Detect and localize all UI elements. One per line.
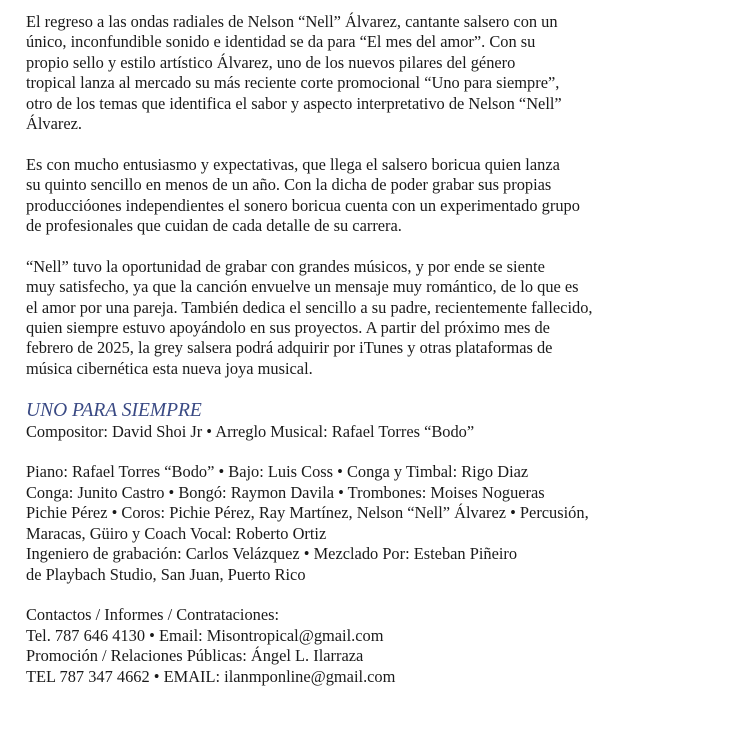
press-release-document <box>26 12 726 707</box>
song-title: UNO PARA SIEMPRE <box>26 399 202 421</box>
contact-line: Promoción / Relaciones Públicas: Ángel L. Ilarraza <box>26 646 364 666</box>
credit-line: Maracas, Güiro y Coach Vocal: Roberto Ortiz <box>26 523 327 543</box>
contact-heading: Contactos / Informes / Contrataciones: <box>26 605 280 625</box>
credit-line: Piano: Rafael Torres “Bodo” • Bajo: Luis Coss • Conga y Timbal: Rigo Diaz <box>26 462 529 482</box>
text-line: muy satisfecho, ya que la canción envuelve un mensaje muy romántico, de lo que es <box>26 277 579 297</box>
text-line: Álvarez. <box>26 114 82 134</box>
text-line: El regreso a las ondas radiales de Nelson “Nell” Álvarez, cantante salsero con un <box>26 12 558 31</box>
credit-line: Pichie Pérez • Coros: Pichie Pérez, Ray Martínez, Nelson “Nell” Álvarez • Percusión, <box>26 503 589 523</box>
contact-info <box>26 605 726 687</box>
text-line: propio sello y estilo artístico Álvarez, uno de los nuevos pilares del género <box>26 52 516 72</box>
credit-line: Conga: Junito Castro • Bongó: Raymon Davila • Trombones: Moises Nogueras <box>26 482 545 502</box>
credit-line: Ingeniero de grabación: Carlos Velázquez • Mezclado Por: Esteban Piñeiro <box>26 544 518 564</box>
text-line: quien siempre estuvo apoyándolo en sus proyectos. A partir del próximo mes de <box>26 318 550 338</box>
paragraph-intro <box>26 12 726 134</box>
text-line: febrero de 2025, la grey salsera podrá adquirir por iTunes y otras plataformas de <box>26 338 553 358</box>
text-line: produccióones independientes el sonero boricua cuenta con un experimentado grupo <box>26 195 580 215</box>
credit-line: de Playbach Studio, San Juan, Puerto Rico <box>26 564 306 584</box>
contact-line: TEL 787 347 4662 • EMAIL: ilanmponline@gmail.com <box>26 666 396 686</box>
text-line: “Nell” tuvo la oportunidad de grabar con grandes músicos, y por ende se siente <box>26 256 545 276</box>
musician-credits <box>26 462 726 584</box>
contact-line: Tel. 787 646 4130 • Email: Misontropical@gmail.com <box>26 625 384 645</box>
paragraph-single <box>26 155 726 237</box>
text-line: otro de los temas que identifica el sabor y aspecto interpretativo de Nelson “Nell” <box>26 93 562 113</box>
paragraph-dedication <box>26 257 726 379</box>
text-line: música cibernética esta nueva joya musical. <box>26 358 313 378</box>
text-line: tropical lanza al mercado su más reciente corte promocional “Uno para siempre”, <box>26 73 560 93</box>
text-line: su quinto sencillo en menos de un año. Con la dicha de poder grabar sus propias <box>26 175 552 195</box>
composer-line: Compositor: David Shoi Jr • Arreglo Musical: Rafael Torres “Bodo” <box>26 421 475 441</box>
composer-credits <box>26 422 726 442</box>
text-line: el amor por una pareja. También dedica el sencillo a su padre, recientemente fallecido, <box>26 297 593 317</box>
text-line: único, inconfundible sonido e identidad se da para “El mes del amor”. Con su <box>26 32 536 52</box>
text-line: de profesionales que cuidan de cada detalle de su carrera. <box>26 216 402 236</box>
text-line: Es con mucho entusiasmo y expectativas, que llega el salsero boricua quien lanza <box>26 154 560 174</box>
